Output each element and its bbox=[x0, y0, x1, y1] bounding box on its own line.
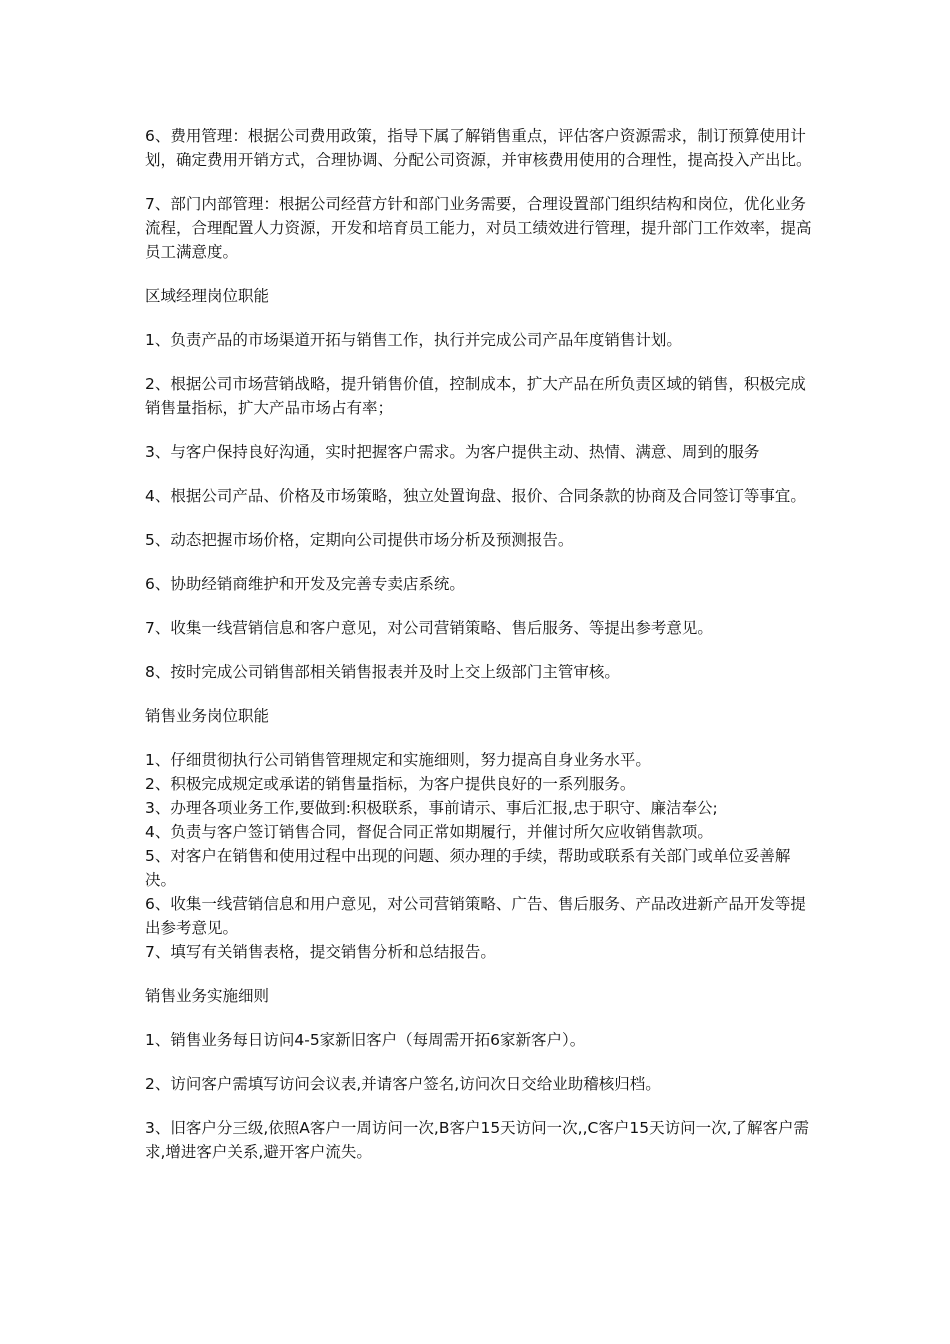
regional-item-3: 3、与客户保持良好沟通，实时把握客户需求。为客户提供主动、热情、满意、周到的服务 bbox=[145, 443, 760, 461]
rules-heading: 销售业务实施细则 bbox=[145, 987, 270, 1005]
regional-item-7: 7、收集一线营销信息和客户意见，对公司营销策略、售后服务、等提出参考意见。 bbox=[145, 619, 713, 637]
manager-item-7: 7、部门内部管理：根据公司经营方针和部门业务需要，合理设置部门组织结构和岗位，优化业务流程，合理配置人力资源，开发和培育员工能力，对员工绩效进行管理，提升部门工作效率，提高员工满意度。 bbox=[145, 195, 812, 261]
regional-item-2: 2、根据公司市场营销战略，提升销售价值，控制成本，扩大产品在所负责区域的销售，积极完成销售量指标，扩大产品市场占有率； bbox=[145, 375, 806, 417]
sales-item-6: 6、收集一线营销信息和用户意见，对公司营销策略、广告、售后服务、产品改进新产品开发等提出参考意见。 bbox=[145, 895, 806, 937]
sales-item-2: 2、积极完成规定或承诺的销售量指标，为客户提供良好的一系列服务。 bbox=[145, 775, 636, 793]
regional-item-5: 5、动态把握市场价格，定期向公司提供市场分析及预测报告。 bbox=[145, 531, 574, 549]
rules-item-3: 3、旧客户分三级,依照A客户一周访问一次,B客户15天访问一次,,C客户15天访问一次,了解客户需求,增进客户关系,避开客户流失。 bbox=[145, 1119, 810, 1161]
rules-item-2: 2、访问客户需填写访问会议表,并请客户签名,访问次日交给业助稽核归档。 bbox=[145, 1075, 661, 1093]
sales-item-5: 5、对客户在销售和使用过程中出现的问题、须办理的手续，帮助或联系有关部门或单位妥善解决。 bbox=[145, 847, 791, 889]
sales-heading: 销售业务岗位职能 bbox=[145, 707, 270, 725]
sales-item-3: 3、办理各项业务工作,要做到:积极联系，事前请示、事后汇报,忠于职守、廉洁奉公; bbox=[145, 799, 718, 817]
rules-item-1: 1、销售业务每日访问4-5家新旧客户（每周需开拓6家新客户）。 bbox=[145, 1031, 586, 1049]
manager-item-6: 6、费用管理：根据公司费用政策，指导下属了解销售重点，评估客户资源需求，制订预算使用计划，确定费用开销方式，合理协调、分配公司资源，并审核费用使用的合理性，提高投入产出比。 bbox=[145, 127, 812, 169]
regional-heading: 区域经理岗位职能 bbox=[145, 287, 270, 305]
regional-item-8: 8、按时完成公司销售部相关销售报表并及时上交上级部门主管审核。 bbox=[145, 663, 620, 681]
regional-item-6: 6、协助经销商维护和开发及完善专卖店系统。 bbox=[145, 575, 465, 593]
regional-item-1: 1、负责产品的市场渠道开拓与销售工作，执行并完成公司产品年度销售计划。 bbox=[145, 331, 682, 349]
sales-item-4: 4、负责与客户签订销售合同，督促合同正常如期履行，并催讨所欠应收销售款项。 bbox=[145, 823, 713, 841]
sales-item-7: 7、填写有关销售表格，提交销售分析和总结报告。 bbox=[145, 943, 496, 961]
document-body bbox=[145, 124, 813, 1184]
regional-item-4: 4、根据公司产品、价格及市场策略，独立处置询盘、报价、合同条款的协商及合同签订等事宜。 bbox=[145, 487, 806, 505]
sales-item-1: 1、仔细贯彻执行公司销售管理规定和实施细则，努力提高自身业务水平。 bbox=[145, 751, 651, 769]
